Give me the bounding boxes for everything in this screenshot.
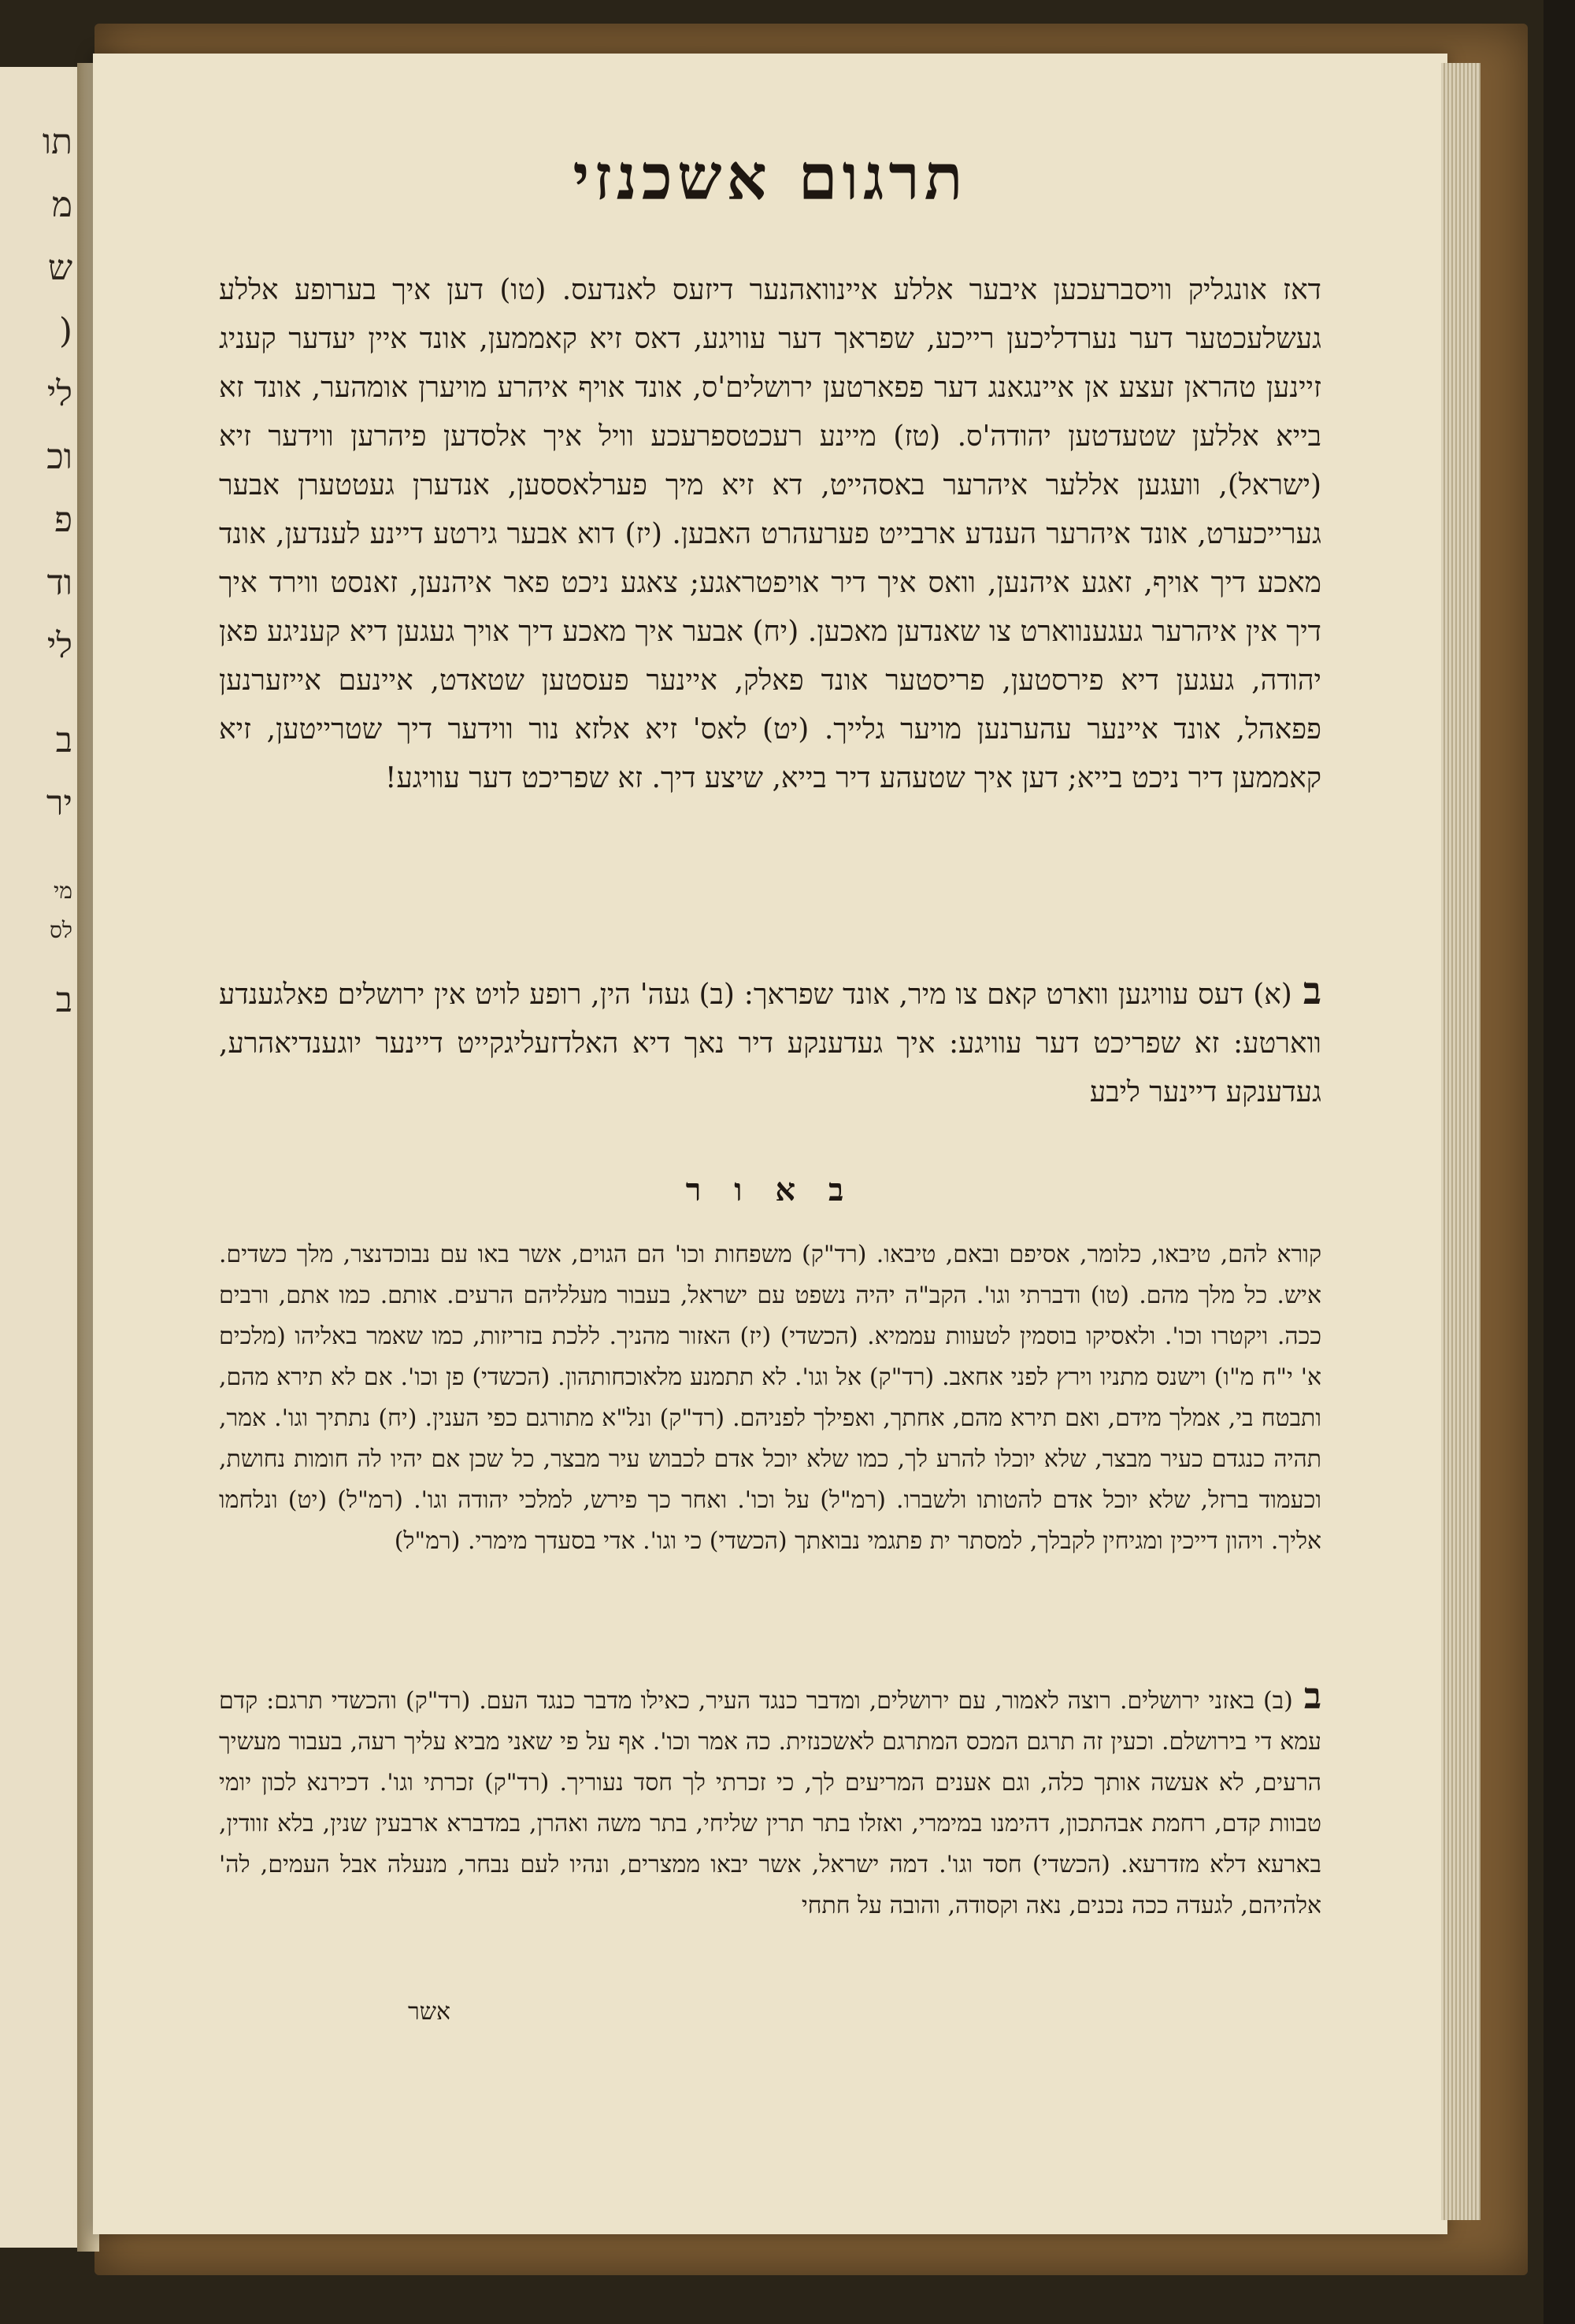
left-page-fragment: ב: [55, 980, 72, 1020]
left-page-fragment: לי: [46, 374, 72, 414]
left-page-fragment: ב: [55, 720, 72, 760]
left-page-fragment: וד: [46, 563, 72, 603]
book-page: [93, 54, 1447, 2234]
chapter-2-block: [219, 967, 1321, 1117]
chapter-2-text: (א) דעס עוויגען ווארט קאם צו מיר, אונד שפראך: (ב) געה' הין, רופע לויט אין ירושלים פאלגענדע ווארטע: זא שפריכט דער עוויגע: איך געדענקע דיר נאך דיא האלדזעליגקייט דיינער יוגענדיאהרע, געדענקע דיינער ליבע: [219, 979, 1321, 1108]
commentary-block: [219, 1234, 1321, 1562]
left-page-fragment: (: [58, 311, 72, 351]
commentary-2-block: [219, 1675, 1321, 1926]
left-page-fragment: לי: [46, 626, 72, 666]
left-page-fragment: מ: [51, 185, 72, 225]
page-edges: [1441, 63, 1480, 2220]
left-page-fragment: מי: [54, 878, 72, 904]
commentary-chapter-letter: ב: [1303, 1675, 1321, 1717]
page-title: תרגום אשכנזי: [573, 140, 968, 214]
left-page-fragment: יר: [46, 783, 72, 823]
main-text-block: [219, 266, 1321, 803]
commentary-2-text: (ב) באזני ירושלים. רוצה לאמור, עם ירושלים, ומדבר כנגד העיר, כאילו מדבר כנגד העם. (רד"ק) והכשדי תרגם: קדם עמא די בירושלם. וכעין זה תרגם המכס המתרגם לאשכנזית. כה אמר וכו'. אף על פי שאני מביא עליך רעה, בעבור מעשיך הרעים, לא אעשה אותך כלה, וגם אענים המריעים לך, כי זכרתי לך חסד נעוריך. (רד"ק) זכרתי וגו'. דכירנא לכון יומי טבוות קדם, רחמת אבהתכון, דהימנו במימרי, ואזלו בתר תרין שליחי, בתר משה ואהרן, במדברא ארבעין שנין, בלא זוודין, בארעא דלא מזדרעא. (הכשדי) חסד וגו'. דמה ישראל, אשר יבאו ממצרים, ונהיו לעם נבחר, מנעלה אבל העמים, לה' אלהיהם, לגעדה ככה נכנים, נאה וקסודה, והובה על חתחי: [219, 1687, 1321, 1919]
commentary-text: קורא להם, טיבאו, כלומר, אסיפם ובאם, טיבאו. (רד"ק) משפחות וכו' הם הגוים, אשר באו עם נבוכדנצר, מלך כשדים. איש. כל מלך מהם. (טו) ודברתי וגו'. הקב"ה יהיה נשפט עם ישראל, בעבור מעלליהם הרעים. אותם. כמו אתם, ורבים ככה. ויקטרו וכו'. ולאסיקו בוסמין לטעוות עממיא. (הכשדי) (יז) האזור מהניך. ללכת בזריזות, כמו שאמר באליהו (מלכים א' י"ח מ"ו) וישנס מתניו וירץ לפני אחאב. (רד"ק) אל וגו'. לא תתמנע מלאוכחותהון. (הכשדי) פן וכו'. אם לא תירא מהם, ותבטח בי, אמלך מידם, ואם תירא מהם, אחתך, ואפילך לפניהם. (רד"ק) ונל"א מתורגם כפי הענין. (יח) נתתיך וגו'. אמר, תהיה כנגדם כעיר מבצר, שלא יוכלו להרע לך, כמו שלא יוכל אדם לכבוש עיר מבצר, כל שכן אם יהיו לה חומות נחושת, וכעמוד ברזל, שלא יוכל אדם להטותו ולשברו. (רמ"ל) על וכו'. ואחר כך פירש, למלכי יהודה וגו'. (רמ"ל) (יט) ונלחמו אליך. ויהון דייכין ומגיחין לקבלך, למסתר ית פתגמי נבואתך (הכשדי) כי וגו'. אדי בסעדך מימרי. (רמ"ל): [219, 1241, 1322, 1555]
left-page-fragment: תו: [42, 122, 72, 162]
catchword: אשר: [408, 1998, 450, 2026]
left-page-fragment: לס: [49, 917, 72, 943]
main-paragraph: דאז אונגליק וויסברעכען איבער אללע איינוואהנער דיזעס לאנדעס. (טו) דען איך בערופע אללע געשלעכטער דער נערדליכען רייכע, שפראך דער עוויגע, דאס זיא קאממען, אונד איין יעדער קעניג זיינען טהראן זעצע אן איינגאנג דער פפארטען ירושלים'ס, אונד אויף איהרע מויערן אומהער, אונד זא בייא אללען שטעדטען יהודה'ס. (טז) מיינע רעכטספרעכע וויל איך אלסדען פיהרען ווידער זיא (ישראל), וועגען אללער איהרער באסהייט, דא זיא מיך פערלאססען, אנדערן געטטערן אבער גערייכערט, אונד איהרער הענדע ארבייט פערעהרט האבען. (יז) דוא אבער גירטע דיינע לענדען, אונד מאכע דיך אויף, זאגע איהנען, וואס איך דיר אויפטראגע; צאגע ניכט פאר איהנען, זאנסט ווירד איך דיך אין איהרער געגענווארט צו שאנדען מאכען. (יח) אבער איך מאכע דיך אויך געגען דיא קעניגע פאן יהודה, געגען דיא פירסטען, פריסטער אונד פאלק, איינער פעסטען שטאדט, איינעם אייזערנען פפאהל, אונד איינער עהערנען מויער גלייך. (יט) לאס' זיא אלזא נור ווידער דיך שטרייטען, זיא קאממען דיר ניכט בייא; דען איך שטעהע דיר בייא, שיצע דיך. זא שפריכט דער עוויגע!: [219, 274, 1321, 794]
left-page-fragment: וכ: [46, 437, 72, 477]
left-page: [0, 67, 80, 2248]
left-page-fragment: פ: [54, 500, 72, 540]
left-page-fragment: ש: [47, 248, 72, 288]
commentary-heading: ב א ו ר: [685, 1171, 855, 1208]
chapter-letter: ב: [1303, 969, 1321, 1013]
